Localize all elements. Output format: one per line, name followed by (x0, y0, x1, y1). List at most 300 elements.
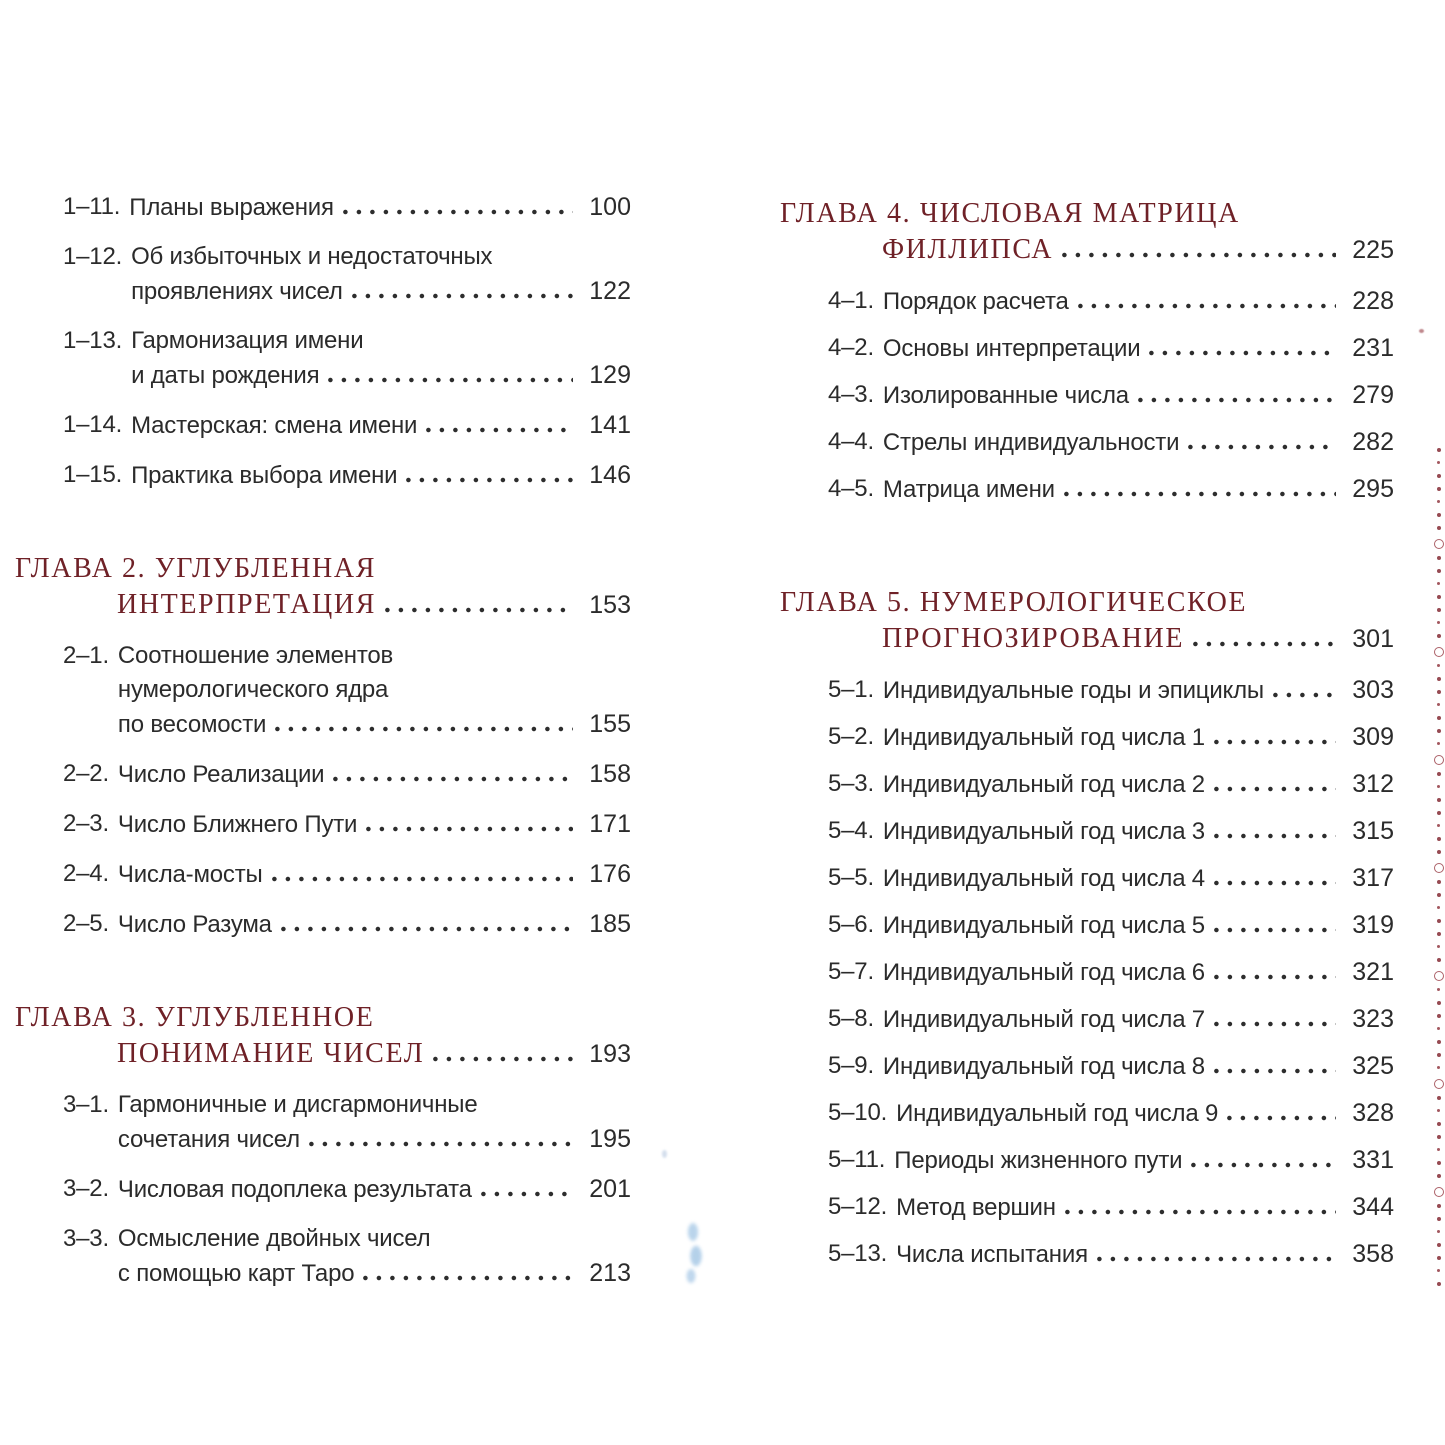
toc-column-left (15, 190, 631, 1306)
toc-item-lastline (131, 274, 631, 309)
border-ring (1434, 971, 1444, 981)
border-dot (1437, 1230, 1440, 1233)
border-dot (1437, 785, 1440, 788)
toc-item-number: 5–3. (828, 770, 874, 797)
border-dot (1437, 1269, 1440, 1272)
page-number: 279 (1352, 381, 1394, 409)
border-dot (1437, 880, 1441, 884)
dot-leader (1214, 786, 1336, 792)
toc-item-lastline (883, 378, 1394, 413)
dot-leader (1078, 303, 1336, 309)
dot-leader (1214, 1068, 1336, 1074)
toc-item (780, 331, 1394, 366)
toc-item-lastline (883, 955, 1394, 990)
toc-item-body (131, 408, 631, 443)
border-dot (1437, 569, 1441, 573)
toc-item-body (883, 1002, 1394, 1037)
toc-item-line: Индивидуальный год числа 9 (896, 1100, 1219, 1127)
border-dot (1437, 448, 1441, 452)
border-dot (1437, 1096, 1441, 1100)
chapter-title: ПРОГНОЗИРОВАНИЕ (882, 623, 1185, 654)
toc-item-number: 4–2. (828, 334, 874, 361)
border-dot (1437, 811, 1441, 815)
toc-item-number: 3–2. (63, 1175, 109, 1202)
border-dot (1437, 677, 1441, 681)
toc-item-number: 1–15. (63, 461, 123, 488)
toc-item (780, 1190, 1394, 1225)
chapter-heading-line (15, 1036, 631, 1072)
toc-item-line: Число Реализации (117, 761, 325, 788)
toc-item-body (883, 378, 1394, 413)
toc-column-right (780, 190, 1394, 1284)
border-dot (1437, 798, 1441, 802)
toc-item-lastline (883, 814, 1394, 849)
page-number: 331 (1352, 1146, 1394, 1174)
chapter-heading (15, 1000, 631, 1072)
toc-item-lastline (883, 673, 1394, 708)
border-ring (1434, 1187, 1444, 1197)
border-dot (1437, 945, 1440, 948)
border-dot (1437, 1014, 1441, 1018)
dot-leader (1097, 1256, 1336, 1262)
toc-item-line: Числовая подоплека результата (117, 1176, 472, 1203)
chapter-number: ГЛАВА 5. (780, 587, 912, 618)
border-dot (1437, 513, 1441, 517)
toc-item-body (118, 857, 631, 892)
toc-item (780, 284, 1394, 319)
chapter-number: ГЛАВА 2. (15, 553, 147, 584)
border-dot (1437, 1027, 1440, 1030)
border-dot (1437, 703, 1440, 706)
toc-item (15, 408, 631, 443)
toc-item-number: 1–11. (63, 193, 121, 220)
dot-leader (333, 776, 573, 782)
page-number: 303 (1352, 676, 1394, 704)
border-dot (1437, 772, 1441, 776)
toc-item-number: 1–14. (63, 411, 123, 438)
dot-leader (1149, 350, 1336, 356)
dot-leader (1188, 444, 1336, 450)
dot-leader (1214, 927, 1336, 933)
chapter-heading-line (15, 587, 631, 623)
toc-item-number: 5–1. (828, 676, 874, 703)
chapter-heading-line (780, 585, 1394, 621)
toc-item-lastline (118, 1256, 631, 1291)
border-ring (1434, 755, 1444, 765)
toc-item-line: Индивидуальный год числа 5 (882, 912, 1205, 939)
toc-item-line: сочетания чисел (117, 1126, 300, 1153)
toc-item (780, 814, 1394, 849)
chapter-number: ГЛАВА 4. (780, 198, 912, 229)
toc-item-number: 2–2. (63, 760, 109, 787)
border-dot (1437, 1217, 1441, 1221)
page-number: 176 (589, 860, 631, 888)
toc-item-line: Индивидуальный год числа 3 (882, 818, 1205, 845)
toc-item-body (883, 331, 1394, 366)
dot-leader (1214, 833, 1336, 839)
toc-item-line: Числа-мосты (117, 861, 263, 888)
toc-item-number: 4–3. (828, 381, 874, 408)
page-number: 141 (589, 411, 631, 439)
toc-item (15, 907, 631, 942)
dot-leader (363, 1275, 573, 1281)
toc-item-number: 5–10. (828, 1099, 888, 1126)
toc-item (780, 955, 1394, 990)
toc-item-line: Число Ближнего Пути (117, 811, 358, 838)
border-dot (1437, 958, 1441, 962)
dot-leader (1062, 252, 1336, 258)
chapter-title: УГЛУБЛЕННАЯ (154, 553, 376, 584)
toc-item-lastline (131, 458, 631, 493)
dot-leader (1214, 974, 1336, 980)
page-number: 171 (589, 810, 631, 838)
toc-item (780, 1237, 1394, 1272)
border-dot (1437, 556, 1441, 560)
chapter-heading-line (15, 1000, 631, 1036)
dot-leader (1214, 880, 1336, 886)
border-dot (1437, 608, 1441, 612)
toc-item-line: Мастерская: смена имени (131, 412, 418, 439)
toc-item-number: 5–12. (828, 1193, 888, 1220)
border-dot (1437, 1053, 1441, 1057)
page-number: 100 (589, 193, 631, 221)
toc-item-body (118, 907, 631, 942)
toc-item-line: Индивидуальный год числа 6 (882, 959, 1205, 986)
toc-item-lastline (883, 908, 1394, 943)
toc-item-lastline (896, 1190, 1394, 1225)
toc-item-line: Изолированные числа (882, 382, 1129, 409)
toc-item (780, 1143, 1394, 1178)
border-dot (1437, 595, 1441, 599)
toc-item-number: 5–4. (828, 817, 874, 844)
page-number: 231 (1352, 334, 1394, 362)
toc-item-lastline (131, 358, 631, 393)
border-ring (1434, 1079, 1444, 1089)
dot-leader (1214, 739, 1336, 745)
border-dot (1437, 716, 1441, 720)
dot-leader (481, 1191, 573, 1197)
toc-item (15, 639, 631, 742)
toc-item-number: 5–5. (828, 864, 874, 891)
toc-item (780, 1096, 1394, 1131)
toc-item-body (118, 807, 631, 842)
toc-item-number: 3–1. (63, 1091, 109, 1118)
toc-item-line: Гармоничные и дисгармоничные (117, 1091, 478, 1118)
page-number: 344 (1352, 1193, 1394, 1221)
toc-item-lastline (896, 1096, 1394, 1131)
chapter-title: ФИЛЛИПСА (882, 234, 1054, 265)
toc-item-number: 1–12. (63, 243, 123, 270)
toc-item-number: 5–6. (828, 911, 874, 938)
page-number: 201 (589, 1175, 631, 1203)
page-number: 312 (1352, 770, 1394, 798)
toc-item-body (118, 1222, 631, 1291)
dot-leader (309, 1141, 573, 1147)
toc-item (780, 720, 1394, 755)
toc-item-line: Практика выбора имени (131, 462, 398, 489)
toc-item-number: 5–11. (828, 1146, 886, 1173)
toc-item-line: Основы интерпретации (882, 335, 1141, 362)
toc-item-lastline (883, 1049, 1394, 1084)
toc-item-body (894, 1143, 1394, 1178)
toc-item-body (896, 1096, 1394, 1131)
toc-item-line: Индивидуальный год числа 4 (882, 865, 1205, 892)
border-dot (1437, 487, 1441, 491)
toc-item (15, 807, 631, 842)
toc-item-line: Об избыточных и недостаточных (131, 243, 493, 270)
page-number: 225 (1352, 236, 1394, 264)
dot-leader (272, 876, 573, 882)
toc-item-line: Стрелы индивидуальности (882, 429, 1180, 456)
border-ring (1434, 863, 1444, 873)
toc-item-body (118, 1172, 631, 1207)
border-dot (1437, 1174, 1441, 1178)
dot-leader (366, 826, 573, 832)
toc-item-lastline (883, 861, 1394, 896)
toc-item-body (118, 1088, 631, 1157)
chapter-heading (780, 585, 1394, 657)
page-number: 185 (589, 910, 631, 938)
toc-item-body (118, 639, 631, 742)
toc-item-line: Порядок расчета (882, 288, 1069, 315)
toc-item-line: по весомости (117, 711, 267, 738)
toc-item-lastline (118, 1122, 631, 1157)
border-dot (1437, 1109, 1440, 1112)
border-dot (1437, 1243, 1441, 1247)
toc-item-line: Осмысление двойных чисел (117, 1225, 431, 1252)
border-dot (1437, 1040, 1441, 1044)
dot-leader (1065, 1209, 1336, 1215)
chapter-heading (780, 196, 1394, 268)
toc-item-body (883, 472, 1394, 507)
page-number: 358 (1352, 1240, 1394, 1268)
toc-item-body (883, 861, 1394, 896)
page-number: 321 (1352, 958, 1394, 986)
page-number: 228 (1352, 287, 1394, 315)
toc-item-body (883, 673, 1394, 708)
toc-item-line: Индивидуальные годы и эпициклы (882, 677, 1264, 704)
page-number: 295 (1352, 475, 1394, 503)
toc-item (15, 857, 631, 892)
toc-item-number: 5–9. (828, 1052, 874, 1079)
border-dot (1437, 919, 1441, 923)
dot-leader (1138, 397, 1336, 403)
border-dot (1437, 824, 1440, 827)
page-number: 153 (589, 591, 631, 619)
page-number: 325 (1352, 1052, 1394, 1080)
border-dot (1437, 1122, 1441, 1126)
toc-item-lastline (118, 707, 631, 742)
toc-item-body (883, 814, 1394, 849)
toc-item (15, 1172, 631, 1207)
page-number: 129 (589, 361, 631, 389)
border-dot (1437, 850, 1441, 854)
border-dot (1437, 1066, 1440, 1069)
toc-item (15, 190, 631, 225)
toc-item-lastline (118, 757, 631, 792)
dot-leader (1273, 692, 1336, 698)
page-number: 323 (1352, 1005, 1394, 1033)
toc-item-line: с помощью карт Таро (117, 1260, 355, 1287)
toc-item-number: 2–1. (63, 642, 109, 669)
toc-item-body (131, 458, 631, 493)
dot-leader (281, 926, 573, 932)
decorative-dotted-border (1432, 448, 1445, 1270)
chapter-title: ИНТЕРПРЕТАЦИЯ (117, 589, 376, 620)
chapter-title: ЧИСЛОВАЯ МАТРИЦА (919, 198, 1240, 229)
toc-item-number: 3–3. (63, 1225, 109, 1252)
chapter-title: ПОНИМАНИЕ ЧИСЕЛ (117, 1038, 425, 1069)
toc-item-line: проявлениях чисел (131, 278, 343, 305)
toc-item-number: 2–4. (63, 860, 109, 887)
toc-item (780, 1049, 1394, 1084)
border-dot (1437, 474, 1441, 478)
toc-item-body (118, 757, 631, 792)
toc-item-body (883, 767, 1394, 802)
border-dot (1437, 893, 1441, 897)
scan-artifact-smudge (681, 1218, 709, 1288)
toc-item-lastline (883, 331, 1394, 366)
dot-leader (406, 477, 573, 483)
dot-leader (1191, 1162, 1336, 1168)
border-ring (1434, 647, 1444, 657)
toc-item-lastline (896, 1237, 1394, 1272)
toc-item-number: 5–2. (828, 723, 874, 750)
border-dot (1437, 1282, 1441, 1286)
border-dot (1437, 837, 1441, 841)
border-dot (1437, 582, 1440, 585)
chapter-heading-line (780, 196, 1394, 232)
chapter-heading-line (780, 232, 1394, 268)
toc-item-line: Метод вершин (896, 1194, 1056, 1221)
dot-leader (343, 209, 573, 215)
page-number: 146 (589, 461, 631, 489)
chapter-number: ГЛАВА 3. (15, 1002, 147, 1033)
toc-item-body (883, 1049, 1394, 1084)
toc-item (15, 1088, 631, 1157)
toc-item-lastline (894, 1143, 1394, 1178)
toc-item-number: 1–13. (63, 327, 123, 354)
chapter-heading (15, 551, 631, 623)
toc-item-number: 5–7. (828, 958, 874, 985)
page-number: 328 (1352, 1099, 1394, 1127)
border-dot (1437, 1135, 1441, 1139)
toc-item-lastline (129, 190, 631, 225)
scan-artifact-speck (662, 1150, 667, 1158)
border-dot (1437, 690, 1441, 694)
toc-item-line: Индивидуальный год числа 8 (882, 1053, 1205, 1080)
toc-item-line: Индивидуальный год числа 1 (882, 724, 1205, 751)
toc-item-lastline (883, 425, 1394, 460)
border-dot (1437, 634, 1441, 638)
toc-item (15, 458, 631, 493)
toc-item-lastline (883, 767, 1394, 802)
toc-item-body (883, 720, 1394, 755)
page-number: 309 (1352, 723, 1394, 751)
toc-item-body (129, 190, 631, 225)
chapter-heading-line (780, 621, 1394, 657)
toc-item-number: 4–4. (828, 428, 874, 455)
toc-item-number: 4–1. (828, 287, 874, 314)
toc-item-body (896, 1190, 1394, 1225)
toc-item-body (883, 425, 1394, 460)
border-dot (1437, 988, 1440, 991)
border-dot (1437, 1161, 1441, 1165)
toc-item-body (131, 240, 631, 309)
toc-item-line: нумерологического ядра (117, 676, 389, 703)
page-number: 315 (1352, 817, 1394, 845)
toc-item-line: и даты рождения (131, 362, 320, 389)
border-ring (1434, 539, 1444, 549)
page-number: 193 (589, 1040, 631, 1068)
dot-leader (1193, 641, 1336, 647)
dot-leader (433, 1056, 573, 1062)
page-number: 213 (589, 1259, 631, 1287)
toc-item-body (883, 908, 1394, 943)
toc-item-number: 4–5. (828, 475, 874, 502)
border-dot (1437, 932, 1441, 936)
dot-leader (385, 607, 573, 613)
toc-item-line: Гармонизация имени (131, 327, 364, 354)
dot-leader (1214, 1021, 1336, 1027)
border-dot (1437, 461, 1440, 464)
border-dot (1437, 1148, 1440, 1151)
toc-item-number: 2–5. (63, 910, 109, 937)
toc-item-lastline (883, 472, 1394, 507)
page-number: 155 (589, 710, 631, 738)
toc-item-number: 2–3. (63, 810, 109, 837)
dot-leader (426, 427, 573, 433)
border-dot (1437, 906, 1440, 909)
border-dot (1437, 742, 1440, 745)
dot-leader (328, 377, 573, 383)
toc-item (780, 861, 1394, 896)
border-dot (1437, 664, 1440, 667)
toc-item-body (131, 324, 631, 393)
toc-item-line: Соотношение элементов (117, 642, 394, 669)
toc-item-lastline (118, 807, 631, 842)
toc-item-line: Матрица имени (882, 476, 1055, 503)
toc-item (15, 324, 631, 393)
border-dot (1437, 1001, 1441, 1005)
toc-item-line: Планы выражения (129, 194, 334, 221)
toc-item (780, 472, 1394, 507)
toc-item (780, 673, 1394, 708)
toc-item (15, 757, 631, 792)
border-dot (1437, 500, 1440, 503)
page-number: 158 (589, 760, 631, 788)
page-number: 317 (1352, 864, 1394, 892)
toc-item-line: Числа испытания (896, 1241, 1088, 1268)
toc-item (780, 908, 1394, 943)
toc-item-lastline (118, 857, 631, 892)
toc-item-body (896, 1237, 1394, 1272)
scan-artifact-speck (1419, 329, 1424, 333)
toc-item-number: 5–8. (828, 1005, 874, 1032)
toc-item-body (883, 955, 1394, 990)
toc-item-lastline (131, 408, 631, 443)
toc-item (780, 378, 1394, 413)
dot-leader (1064, 491, 1336, 497)
toc-item (15, 1222, 631, 1291)
toc-item-line: Индивидуальный год числа 7 (882, 1006, 1205, 1033)
toc-item-lastline (118, 1172, 631, 1207)
toc-item-line: Число Разума (117, 911, 272, 938)
dot-leader (352, 293, 573, 299)
toc-item-line: Периоды жизненного пути (894, 1147, 1183, 1174)
chapter-title: НУМЕРОЛОГИЧЕСКОЕ (919, 587, 1248, 618)
chapter-title: УГЛУБЛЕННОЕ (154, 1002, 375, 1033)
